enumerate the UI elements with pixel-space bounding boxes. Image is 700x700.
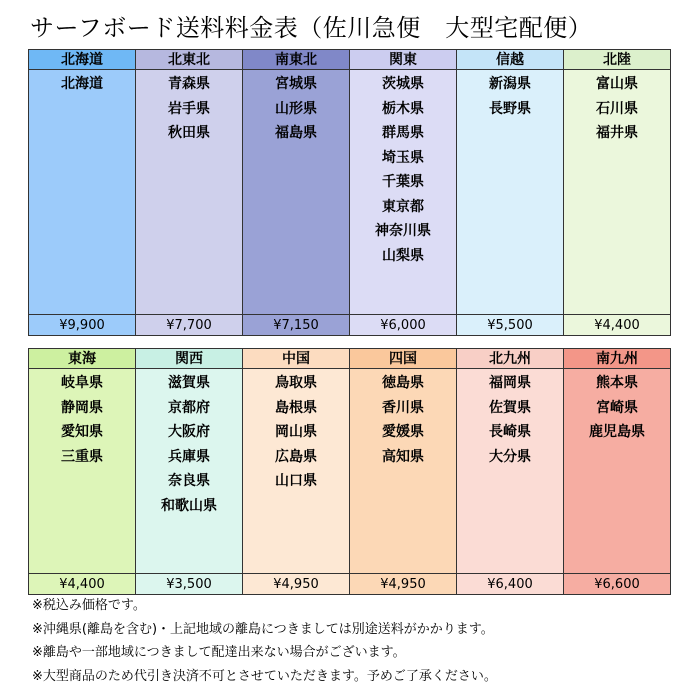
region-prefectures xyxy=(29,369,136,574)
region-price: ¥4,400 xyxy=(564,315,671,336)
region-price: ¥6,000 xyxy=(350,315,457,336)
prefecture-name: 茨城県 xyxy=(382,76,424,92)
prefecture-name: 東京都 xyxy=(382,198,424,215)
region-prefectures xyxy=(457,369,564,574)
price-row xyxy=(29,574,671,595)
note-tax: ※税込み価格です。 xyxy=(32,598,146,613)
prefecture-row xyxy=(29,369,671,574)
note-islands: ※離島や一部地域につきまして配達出来ない場合がございます。 xyxy=(32,645,406,660)
region-header: 四国 xyxy=(350,349,457,369)
prefecture-name: 福岡県 xyxy=(489,375,531,391)
prefecture-name: 神奈川県 xyxy=(375,223,431,239)
region-price: ¥7,150 xyxy=(243,315,350,336)
region-header: 中国 xyxy=(243,349,350,369)
prefecture-name: 福島県 xyxy=(275,125,317,141)
prefecture-name: 熊本県 xyxy=(596,375,638,391)
note-okinawa: ※沖縄県(離島を含む)・上記地域の離島につきましては別途送料がかかります。 xyxy=(32,621,494,637)
region-price: ¥4,950 xyxy=(243,574,350,595)
prefecture-name: 千葉県 xyxy=(382,174,424,190)
price-row xyxy=(29,315,671,336)
region-price: ¥4,950 xyxy=(350,574,457,595)
region-header-row xyxy=(29,50,671,70)
prefecture-name: 愛知県 xyxy=(61,424,103,440)
page-title: サーフボード送料料金表（佐川急便 大型宅配便） xyxy=(30,14,593,42)
region-prefectures xyxy=(136,70,243,315)
prefecture-name: 滋賀県 xyxy=(168,375,210,391)
prefecture-name: 山口県 xyxy=(275,473,317,489)
prefecture-name: 新潟県 xyxy=(489,76,531,92)
rate-table-south xyxy=(28,348,671,595)
prefecture-name: 宮城県 xyxy=(275,76,317,92)
prefecture-name: 香川県 xyxy=(382,399,424,416)
prefecture-name: 島根県 xyxy=(275,399,317,416)
prefecture-name: 福井県 xyxy=(596,125,638,141)
prefecture-name: 宮崎県 xyxy=(596,399,638,416)
region-header: 北東北 xyxy=(136,50,243,70)
region-header: 南九州 xyxy=(564,349,671,369)
region-header: 関西 xyxy=(136,349,243,369)
prefecture-name: 和歌山県 xyxy=(161,497,217,514)
region-header: 南東北 xyxy=(243,50,350,70)
prefecture-name: 佐賀県 xyxy=(489,399,531,416)
region-prefectures xyxy=(564,369,671,574)
region-price: ¥6,400 xyxy=(457,574,564,595)
region-header: 関東 xyxy=(350,50,457,70)
prefecture-name: 岩手県 xyxy=(168,100,210,117)
region-prefectures xyxy=(457,70,564,315)
prefecture-name: 群馬県 xyxy=(382,125,424,141)
prefecture-name: 高知県 xyxy=(382,448,424,465)
prefecture-name: 静岡県 xyxy=(61,399,103,416)
prefecture-name: 兵庫県 xyxy=(168,448,210,465)
region-prefectures xyxy=(136,369,243,574)
region-prefectures xyxy=(243,369,350,574)
prefecture-name: 大阪府 xyxy=(168,424,210,440)
prefecture-name: 長崎県 xyxy=(489,424,531,440)
prefecture-name: 鹿児島県 xyxy=(589,424,645,440)
prefecture-name: 山梨県 xyxy=(382,247,424,264)
prefecture-name: 石川県 xyxy=(596,100,638,117)
prefecture-name: 埼玉県 xyxy=(382,149,424,166)
region-prefectures xyxy=(564,70,671,315)
region-header: 信越 xyxy=(457,50,564,70)
region-price: ¥6,600 xyxy=(564,574,671,595)
notes xyxy=(32,594,497,688)
prefecture-name: 長野県 xyxy=(489,100,531,117)
region-header: 北海道 xyxy=(29,50,136,70)
prefecture-name: 青森県 xyxy=(168,76,210,92)
prefecture-name: 徳島県 xyxy=(382,375,424,391)
prefecture-row xyxy=(29,70,671,315)
prefecture-name: 岡山県 xyxy=(275,424,317,440)
region-price: ¥3,500 xyxy=(136,574,243,595)
prefecture-name: 秋田県 xyxy=(168,125,210,141)
region-header: 北陸 xyxy=(564,50,671,70)
region-prefectures xyxy=(350,70,457,315)
region-prefectures xyxy=(350,369,457,574)
note-cod: ※大型商品のため代引き決済不可とさせていただきます。予めご了承ください。 xyxy=(32,668,497,684)
prefecture-name: 京都府 xyxy=(168,399,210,416)
region-header-row xyxy=(29,349,671,369)
prefecture-name: 三重県 xyxy=(61,448,103,465)
region-header: 東海 xyxy=(29,349,136,369)
region-price: ¥9,900 xyxy=(29,315,136,336)
region-prefectures xyxy=(29,70,136,315)
region-price: ¥7,700 xyxy=(136,315,243,336)
region-price: ¥4,400 xyxy=(29,574,136,595)
prefecture-name: 鳥取県 xyxy=(275,375,317,391)
prefecture-name: 富山県 xyxy=(596,76,638,92)
prefecture-name: 栃木県 xyxy=(382,100,424,117)
region-price: ¥5,500 xyxy=(457,315,564,336)
prefecture-name: 山形県 xyxy=(275,100,317,117)
region-header: 北九州 xyxy=(457,349,564,369)
prefecture-name: 岐阜県 xyxy=(61,375,103,391)
prefecture-name: 大分県 xyxy=(489,448,531,465)
prefecture-name: 奈良県 xyxy=(168,473,210,489)
prefecture-name: 北海道 xyxy=(61,76,103,92)
region-prefectures xyxy=(243,70,350,315)
prefecture-name: 広島県 xyxy=(275,448,317,465)
prefecture-name: 愛媛県 xyxy=(382,424,424,440)
rate-table-north xyxy=(28,49,671,336)
